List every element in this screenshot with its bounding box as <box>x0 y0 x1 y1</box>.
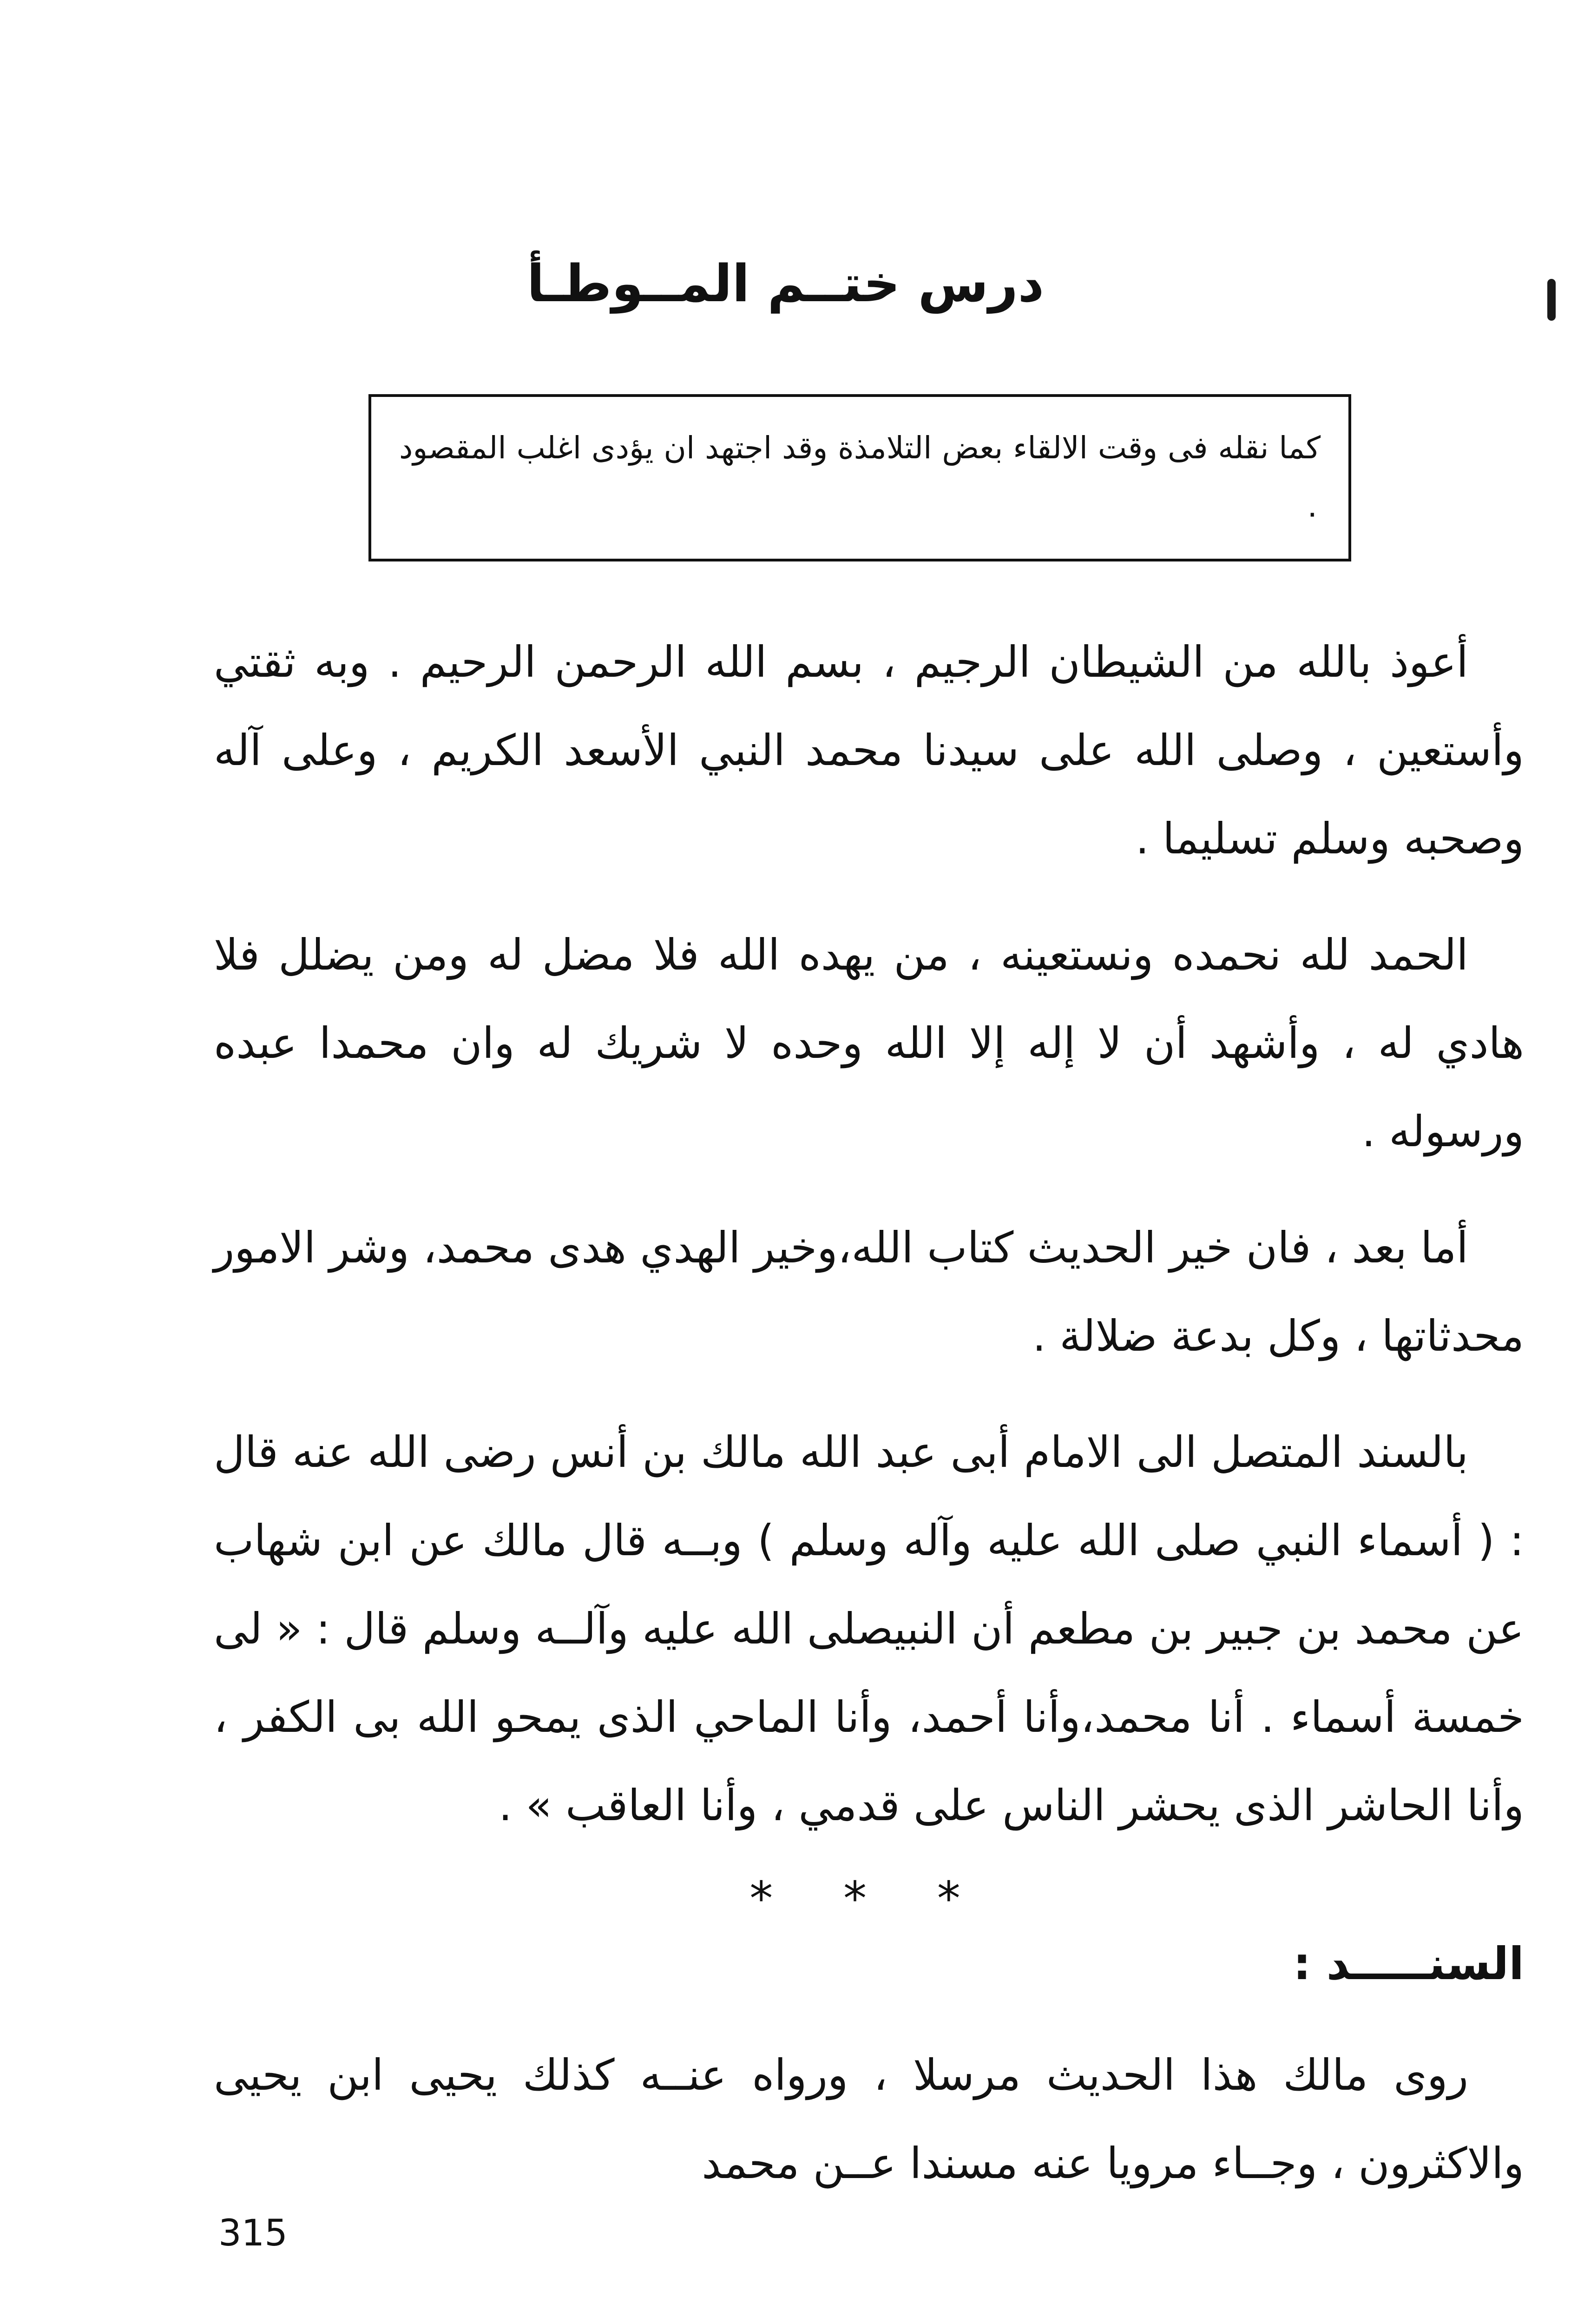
transcription-note-text: كما نقله فى وقت الالقاء بعض التلامذة وقد اجتهد ان يؤدى اغلب المقصود ٠ <box>399 430 1321 531</box>
page-title: درس ختــم المــوطـأ <box>526 254 1045 313</box>
paragraph-praise: الحمد لله نحمده ونستعينه ، من يهده الله فلا مضل له ومن يضلل فلا هادي له ، وأشهد أن لا إله إلا الله وحده لا شريك له وان محمدا عبده ورسوله . <box>214 930 1524 1156</box>
page-number: 315 <box>218 2212 288 2254</box>
paragraph-hadith-text: بالسند المتصل الى الامام أبى عبد الله مالك بن أنس رضى الله عنه قال : ( أسماء النبي صلى الله عليه وآله وسلم ) وبــه قال مالك عن ابن شهاب عن محمد بن جبير بن مطعم أن النبيصلى الله عليه وآلــه وسلم قال : « لى خمسة أسماء . أنا محمد،وأنا أحمد، وأنا الماحي الذى يمحو الله بى الكفر ، وأنا الحاشر الذى يحشر الناس على قدمي ، وأنا العاقب » . <box>214 1427 1524 1830</box>
paragraph-chain-of-narration: روى مالك هذا الحديث مرسلا ، ورواه عنــه كذلك يحيى ابن يحيى والاكثرون ، وجــاء مرويا عنه مسندا عــن محمد <box>214 2050 1524 2188</box>
section-separator: * * * <box>749 1871 988 1926</box>
paragraph-opening-invocation: أعوذ بالله من الشيطان الرجيم ، بسم الله الرحمن الرحيم . وبه ثقتي وأستعين ، وصلى الله على سيدنا محمد النبي الأسعد الكريم ، وعلى آله وصحبه وسلم تسليما . <box>214 637 1524 864</box>
main-text <box>214 618 1524 2236</box>
paragraph-amma-baad: أما بعد ، فان خير الحديث كتاب الله،وخير الهدي هدى محمد، وشر الامور محدثاتها ، وكل بدعة ضلالة . <box>214 1223 1524 1361</box>
section-heading: السنـــــد : <box>1293 1938 1524 1990</box>
transcription-note-box <box>368 394 1351 561</box>
